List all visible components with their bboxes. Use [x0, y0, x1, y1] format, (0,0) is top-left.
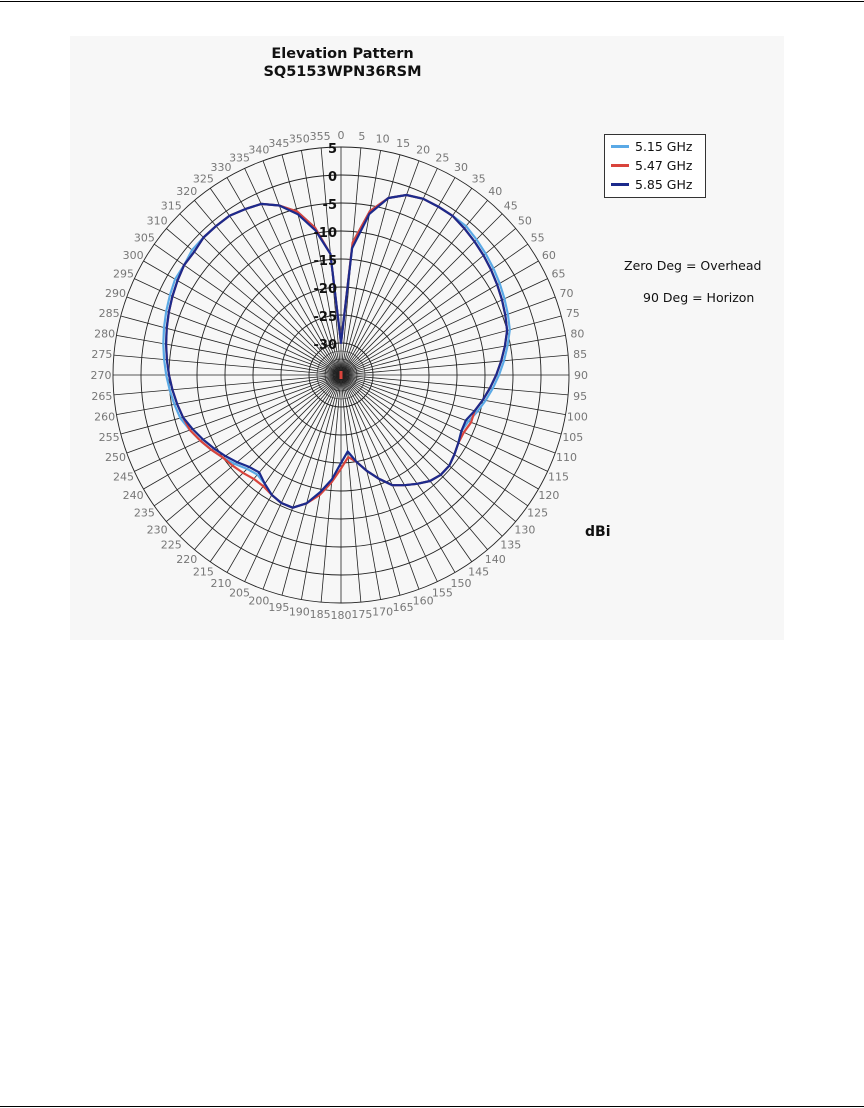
grid-spoke [341, 161, 419, 375]
angle-tick-label: 140 [484, 552, 506, 566]
radial-tick-label: 0 [327, 170, 337, 185]
angle-tick-label: 120 [538, 489, 560, 502]
angle-tick-label: 30 [454, 161, 468, 175]
unit-label: dBi [585, 524, 611, 540]
grid-spoke [341, 375, 419, 589]
angle-tick-label: 130 [514, 523, 536, 537]
angle-tick-label: 190 [288, 605, 310, 619]
grid-spoke [127, 375, 341, 453]
angle-tick-label: 225 [160, 538, 182, 552]
angle-tick-label: 325 [192, 172, 214, 186]
legend-label: 5.85 GHz [635, 177, 693, 192]
grid-spoke [341, 375, 555, 453]
angle-tick-label: 160 [412, 594, 434, 608]
angle-tick-label: 155 [431, 586, 453, 600]
angle-tick-label: 135 [500, 538, 522, 552]
angle-tick-label: 305 [133, 231, 155, 245]
grid-spoke [114, 375, 341, 395]
angle-tick-label: 125 [527, 506, 549, 520]
angle-tick-label: 25 [435, 151, 450, 165]
angle-tick-label: 280 [94, 327, 116, 341]
legend-swatch-0 [611, 145, 629, 148]
chart-title: Elevation Pattern [271, 46, 414, 62]
radial-tick-label: -25 [313, 310, 337, 325]
angle-tick-label: 65 [551, 267, 566, 281]
grid-spoke [341, 375, 568, 395]
angle-tick-label: 300 [122, 249, 144, 262]
angle-tick-label: 40 [488, 185, 503, 199]
radial-tick-label: -5 [322, 198, 337, 213]
angle-tick-label: 200 [248, 594, 270, 608]
note-horizon: 90 Deg = Horizon [643, 290, 755, 305]
angle-tick-label: 230 [146, 523, 168, 537]
angle-tick-label: 215 [192, 565, 214, 579]
angle-tick-label: 115 [548, 470, 570, 484]
angle-tick-label: 180 [330, 609, 352, 622]
angle-tick-label: 260 [94, 410, 116, 424]
radial-tick-label: -20 [313, 282, 337, 297]
legend-item [611, 157, 692, 175]
legend-item [611, 138, 692, 156]
angle-tick-label: 105 [562, 431, 584, 445]
angle-tick-label: 205 [229, 586, 251, 600]
grid-spoke [114, 355, 341, 375]
note-overhead: Zero Deg = Overhead [624, 258, 762, 273]
angle-tick-label: 95 [573, 389, 588, 403]
angle-tick-label: 265 [91, 389, 113, 403]
bottom-rule [0, 1106, 864, 1107]
radial-tick-label: -10 [313, 226, 337, 241]
angle-tick-label: 185 [309, 608, 331, 622]
grid-spoke [341, 355, 568, 375]
angle-tick-label: 85 [573, 348, 588, 362]
legend-label: 5.47 GHz [635, 158, 693, 173]
angle-tick-label: 310 [146, 214, 168, 228]
legend-swatch-1 [611, 164, 629, 167]
angle-tick-label: 210 [210, 576, 232, 590]
grid-spoke [127, 297, 341, 375]
angle-tick-label: 245 [112, 470, 134, 484]
angle-tick-label: 335 [229, 151, 251, 165]
legend-label: 5.15 GHz [635, 139, 693, 154]
angle-tick-label: 240 [122, 489, 144, 502]
angle-tick-label: 285 [98, 306, 120, 320]
angle-tick-label: 330 [210, 161, 232, 175]
grid-spoke [341, 375, 361, 602]
angle-tick-label: 345 [268, 137, 290, 151]
angle-tick-label: 175 [351, 608, 373, 622]
radial-tick-label: -30 [313, 338, 337, 353]
angle-tick-label: 60 [541, 249, 556, 262]
angle-tick-label: 55 [530, 231, 545, 245]
angle-tick-label: 275 [91, 348, 113, 362]
legend [604, 134, 706, 198]
angle-tick-label: 20 [416, 143, 431, 157]
angle-tick-label: 250 [104, 451, 126, 465]
legend-item [611, 176, 692, 194]
angle-tick-label: 270 [90, 369, 112, 382]
angle-tick-label: 255 [98, 431, 120, 445]
angle-tick-label: 15 [396, 137, 411, 151]
angle-tick-label: 110 [556, 451, 578, 465]
angle-tick-label: 290 [104, 286, 126, 300]
radial-tick-label: 5 [327, 142, 337, 157]
angle-tick-label: 150 [450, 576, 472, 590]
angle-tick-label: 50 [517, 214, 532, 228]
angle-tick-label: 350 [288, 132, 310, 146]
angle-tick-label: 295 [112, 267, 134, 281]
legend-swatch-2 [611, 183, 629, 186]
angle-tick-label: 235 [133, 506, 155, 520]
angle-tick-label: 10 [375, 132, 390, 146]
angle-tick-label: 100 [566, 410, 588, 424]
radial-tick-label: -15 [313, 254, 337, 269]
angle-tick-label: 45 [503, 199, 518, 213]
chart-subtitle: SQ5153WPN36RSM [263, 64, 422, 80]
angle-tick-label: 35 [471, 172, 486, 186]
angle-tick-label: 75 [565, 306, 580, 320]
angle-tick-label: 80 [570, 327, 585, 341]
angle-tick-label: 5 [358, 129, 366, 143]
angle-tick-label: 0 [337, 129, 345, 142]
angle-tick-label: 315 [160, 199, 182, 213]
grid-spoke [341, 297, 555, 375]
angle-tick-label: 70 [559, 286, 574, 300]
angle-tick-label: 170 [372, 605, 394, 619]
angle-tick-label: 165 [392, 600, 414, 614]
angle-tick-label: 220 [176, 552, 198, 566]
angle-tick-label: 355 [309, 129, 331, 143]
angle-tick-label: 195 [268, 600, 290, 614]
angle-tick-label: 320 [176, 185, 198, 199]
angle-tick-label: 90 [574, 369, 588, 382]
angle-tick-label: 145 [468, 565, 490, 579]
angle-tick-label: 340 [248, 143, 270, 157]
